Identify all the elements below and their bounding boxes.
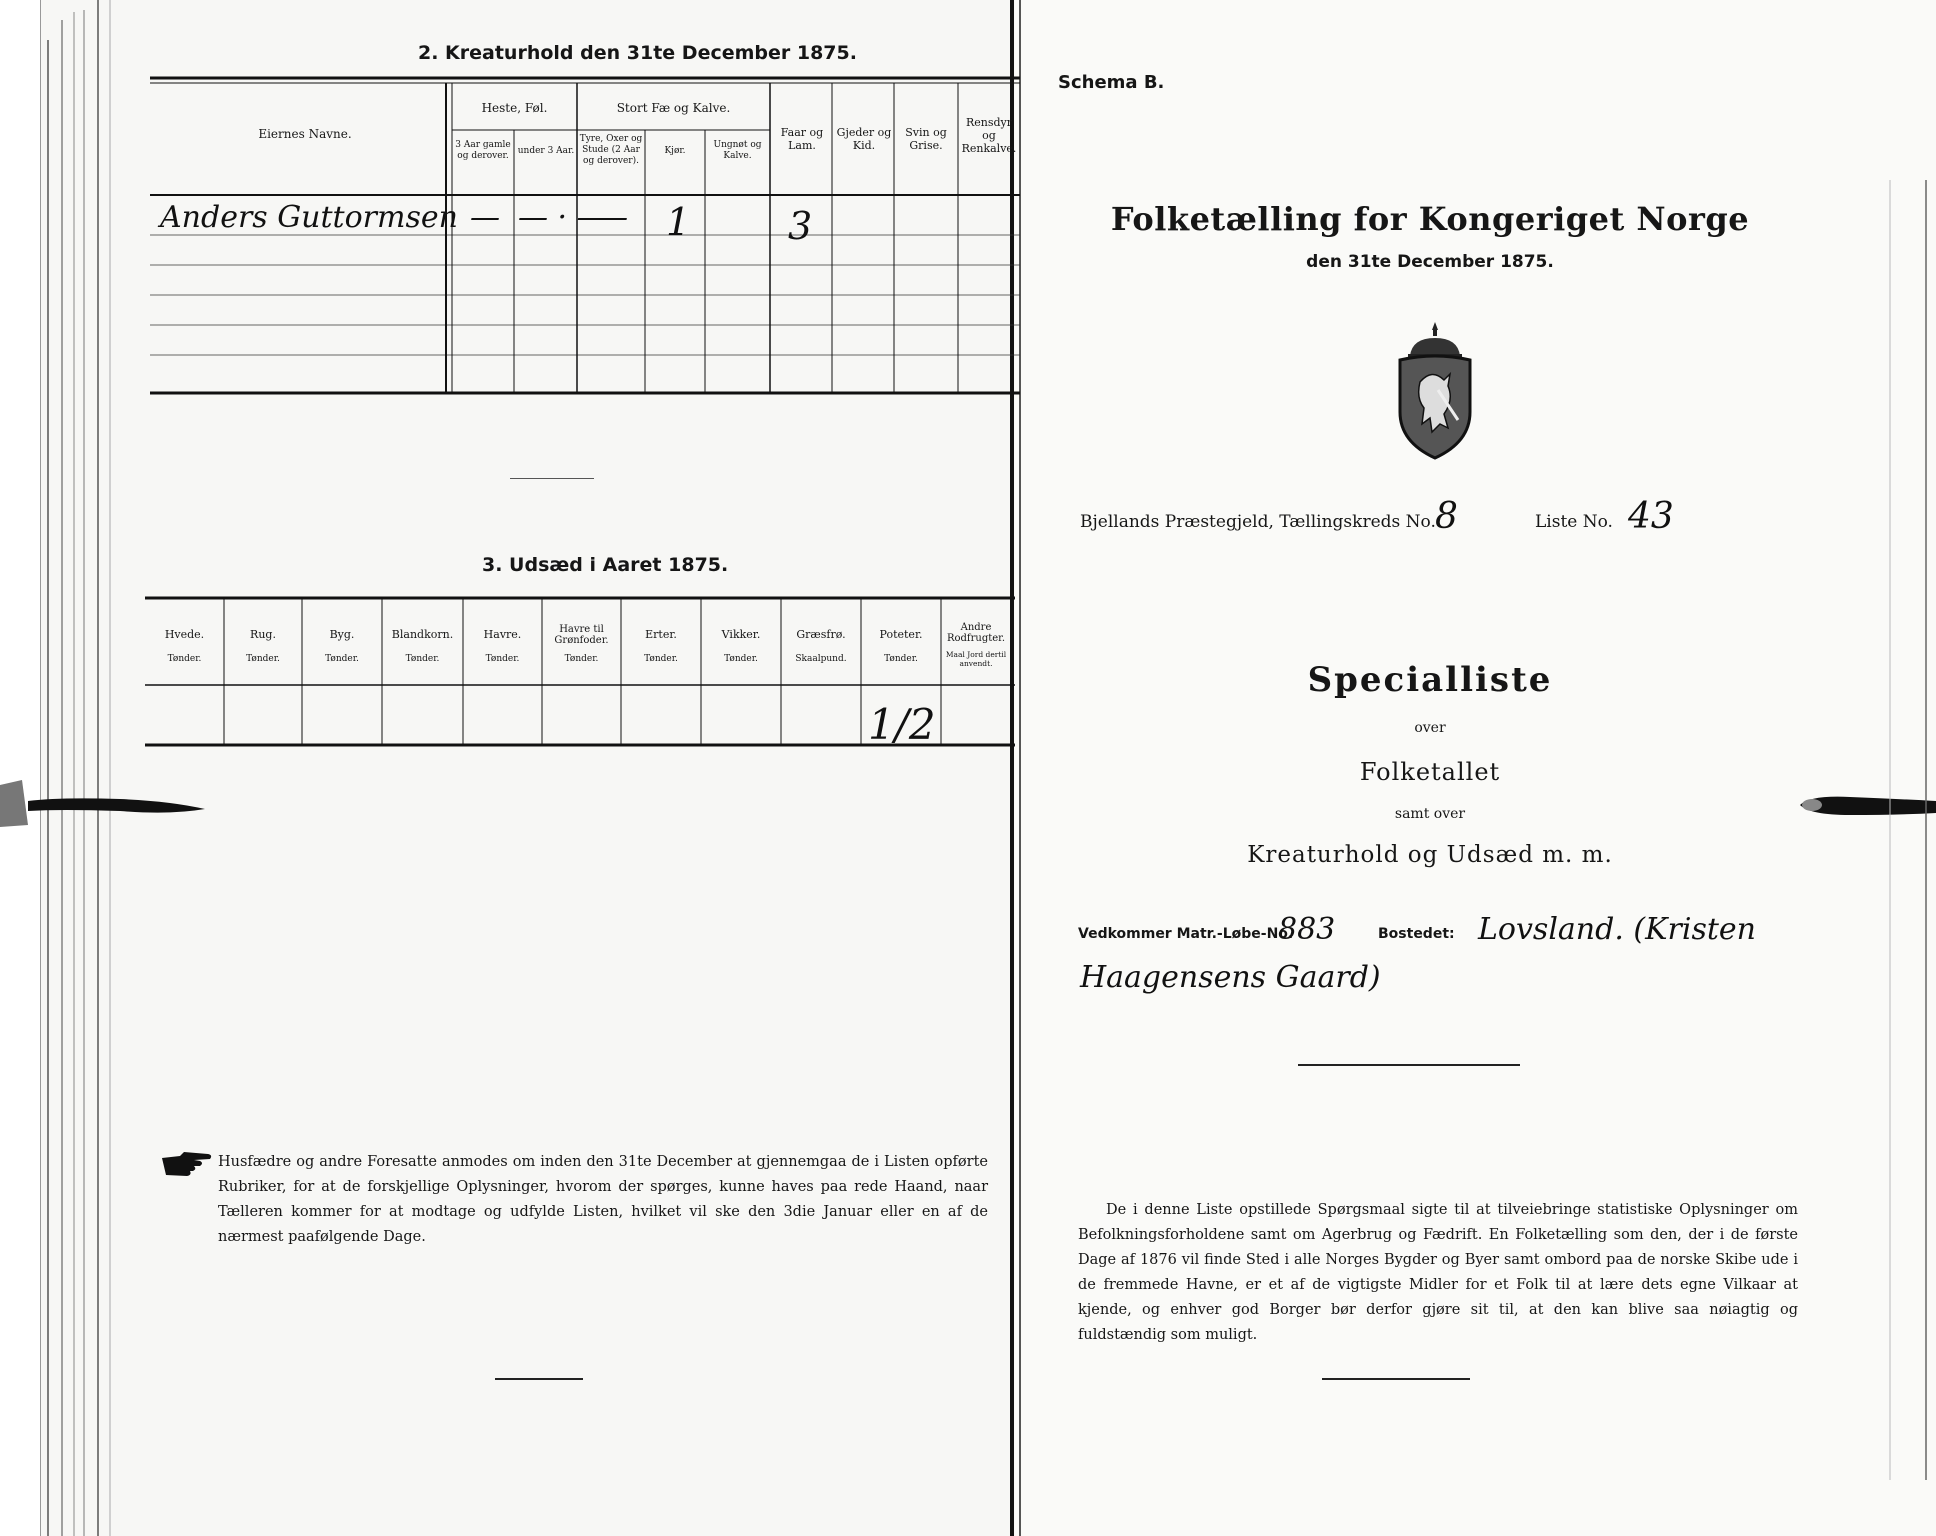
owner-name-handwritten: Anders Guttormsen (160, 200, 458, 235)
pointing-hand-icon (160, 1148, 215, 1182)
intro-paragraph: De i denne Liste opstillede Spørgsmaal sigte til at tilveiebringe statistiske Oplysninger om Befolkningsforholdene samt om Agerbrug og Fædrift. En Folketælling som den, der i de første Dage af 1876 vil finde Sted i alle Norges Bygder og Byer samt ombord paa de norske Skibe ude i de fremmede Havne, er et af de vigtigste Midler for et Folk til at lære dets egne Vilkaar at kjende, og enhver god Borger bør derfor gjøre sit til, at den kan blive saa nøiagtig og fuldstændig som muligt. (1078, 1202, 1798, 1343)
col-heste-young-header: under 3 Aar. (517, 146, 575, 156)
col-svin-header: Svin og Grise. (905, 126, 947, 152)
left-footer-rule (495, 1378, 583, 1380)
kreds-number: 8 (1435, 496, 1458, 537)
folketallet-label: Folketallet (1359, 758, 1501, 786)
page-edge-stack (40, 0, 140, 1536)
seed-col-havre-gronfoder: Havre til Grønfoder. (554, 624, 609, 646)
col-gjeder-header: Gjeder og Kid. (836, 126, 892, 152)
bosted-label: Bostedet: (1378, 926, 1455, 942)
seed-col-byg: Byg. (329, 628, 355, 641)
schema-label: Schema B. (1058, 72, 1165, 93)
seed-col-graesfro: Græsfrø. (796, 628, 846, 641)
heste-adult-value: — (470, 200, 500, 235)
right-mid-rule (1298, 1064, 1520, 1066)
poteter-value: 1/2 (868, 700, 936, 749)
specialliste-heading: Specialliste (1307, 660, 1553, 700)
seed-col-rodfrugter: Andre Rodfrugter. (946, 622, 1006, 644)
col-faar-header: Faar og Lam. (780, 126, 824, 152)
right-edge-marks (1880, 180, 1930, 1480)
seed-unit-blandkorn: Tønder. (405, 654, 440, 664)
binding-clip-left (0, 775, 210, 835)
seed-col-vikker: Vikker. (721, 628, 761, 641)
seed-unit-byg: Tønder. (325, 654, 359, 664)
col-heste-adult-header: 3 Aar gamle og derover. (455, 140, 511, 161)
heste-young-value: — · — (518, 200, 607, 235)
samt-over-label: samt over (1394, 806, 1466, 822)
section2-title: 2. Kreaturhold den 31te December 1875. (418, 42, 857, 64)
tyre-value: — (598, 200, 628, 235)
seed-unit-erter: Tønder. (644, 654, 678, 664)
matr-label: Vedkommer Matr.-Løbe-No. (1078, 926, 1294, 942)
right-footer-rule (1322, 1378, 1470, 1380)
seed-unit-vikker: Tønder. (724, 654, 758, 664)
census-date: den 31te December 1875. (1306, 252, 1554, 272)
livestock-table-grid (150, 70, 1020, 400)
instructions-notice: Husfædre og andre Foresatte anmodes om inden den 31te December at gjennemgaa de i Listen opførte Rubriker, for at de forskjellige Oplysninger, hvorom der spørges, kunne haves paa rede Haand, naar Tælleren kommer for at modtage og udfylde Listen, hvilket vil ske den 3die Januar eller en af de nærmest paafølgende Dage. (218, 1154, 988, 1245)
seed-unit-graesfro: Skaalpund. (795, 654, 847, 664)
col-tyre-header: Tyre, Oxer og Stude (2 Aar og derover). (579, 134, 643, 166)
liste-number: 43 (1628, 496, 1674, 537)
seed-unit-havre: Tønder. (485, 654, 520, 664)
col-ungnot-header: Ungnøt og Kalve. (713, 140, 762, 161)
seed-col-erter: Erter. (645, 628, 677, 641)
seed-unit-havre-gronfoder: Tønder. (564, 654, 599, 664)
seed-unit-poteter: Tønder. (884, 654, 918, 664)
seed-col-poteter: Poteter. (879, 628, 923, 641)
liste-label: Liste No. (1535, 512, 1613, 532)
col-kjor-header: Kjør. (664, 146, 686, 156)
norway-coat-of-arms-icon (1392, 320, 1478, 460)
kjor-value: 1 (666, 200, 691, 244)
col-stort-header: Stort Fæ og Kalve. (616, 101, 731, 115)
col-heste-header: Heste, Føl. (481, 101, 548, 115)
prestegjeld-label: Bjellands Præstegjeld, Tællingskreds No. (1080, 512, 1436, 532)
seed-col-rug: Rug. (250, 628, 276, 641)
seed-unit-rodfrugter: Maal Jord dertil anvendt. (945, 650, 1007, 668)
col-rensdyr-header: Rensdyr og Renkalve. (961, 116, 1017, 155)
bosted-line1: Lovsland. (Kristen (1478, 912, 1756, 947)
seed-unit-rug: Tønder. (246, 654, 280, 664)
seed-col-blandkorn: Blandkorn. (391, 628, 454, 641)
faar-value: 3 (788, 204, 813, 248)
seed-col-hvede: Hvede. (164, 628, 205, 641)
over-label: over (1414, 720, 1446, 736)
section3-title: 3. Udsæd i Aaret 1875. (482, 554, 729, 576)
census-title: Folketælling for Kongeriget Norge (1110, 200, 1750, 238)
bosted-line2: Haagensens Gaard) (1080, 960, 1381, 995)
matr-number: 883 (1278, 912, 1336, 947)
col-owner-header: Eiernes Navne. (258, 127, 352, 141)
kreaturhold-label: Kreaturhold og Udsæd m. m. (1247, 842, 1613, 868)
seed-col-havre: Havre. (483, 628, 522, 641)
seed-unit-hvede: Tønder. (167, 654, 202, 664)
divider-dash (510, 478, 594, 479)
